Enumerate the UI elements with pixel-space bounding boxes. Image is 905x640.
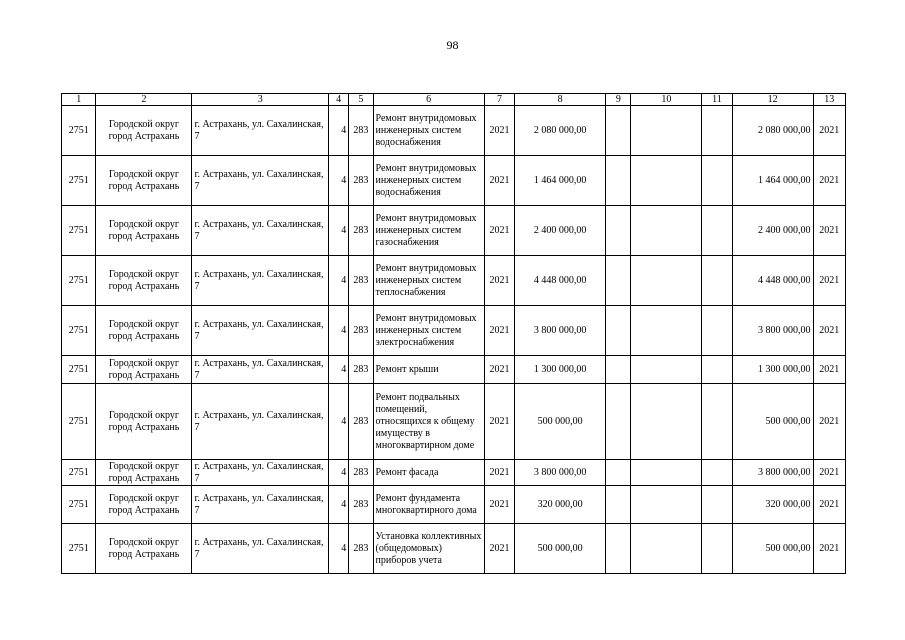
cell-municipality: Городской округ город Астрахань (96, 524, 192, 574)
cell-year: 2021 (484, 106, 514, 156)
cell-col5: 283 (349, 306, 373, 356)
cell-work-type: Ремонт внутридомовых инженерных систем газоснабжения (373, 206, 484, 256)
cell-address: г. Астрахань, ул. Сахалинская, 7 (192, 524, 329, 574)
cell-amount: 320 000,00 (515, 486, 606, 524)
cell-col11 (702, 460, 732, 486)
column-header: 3 (192, 94, 329, 106)
cell-address: г. Астрахань, ул. Сахалинская, 7 (192, 306, 329, 356)
cell-col4: 4 (329, 156, 349, 206)
table-row (62, 460, 846, 486)
cell-number: 2751 (62, 306, 96, 356)
cell-col4: 4 (329, 486, 349, 524)
cell-col9 (606, 524, 631, 574)
cell-year: 2021 (484, 356, 514, 384)
cell-municipality: Городской округ город Астрахань (96, 256, 192, 306)
cell-col5: 283 (349, 524, 373, 574)
cell-col4: 4 (329, 460, 349, 486)
register-table (61, 93, 846, 574)
cell-amount-total: 3 800 000,00 (732, 306, 813, 356)
header-row (62, 94, 846, 106)
column-header: 13 (813, 94, 845, 106)
cell-year-end: 2021 (813, 460, 845, 486)
cell-work-type: Ремонт внутридомовых инженерных систем теплоснабжения (373, 256, 484, 306)
cell-col11 (702, 156, 732, 206)
table-row (62, 486, 846, 524)
cell-col10 (631, 306, 702, 356)
cell-amount: 500 000,00 (515, 384, 606, 460)
cell-amount-total: 1 300 000,00 (732, 356, 813, 384)
cell-year: 2021 (484, 156, 514, 206)
cell-year-end: 2021 (813, 486, 845, 524)
cell-col9 (606, 206, 631, 256)
cell-amount-total: 2 400 000,00 (732, 206, 813, 256)
cell-amount-total: 500 000,00 (732, 384, 813, 460)
cell-address: г. Астрахань, ул. Сахалинская, 7 (192, 206, 329, 256)
cell-amount: 2 080 000,00 (515, 106, 606, 156)
column-header: 8 (515, 94, 606, 106)
cell-number: 2751 (62, 384, 96, 460)
cell-amount-total: 2 080 000,00 (732, 106, 813, 156)
cell-year: 2021 (484, 460, 514, 486)
column-header: 10 (631, 94, 702, 106)
cell-work-type: Ремонт внутридомовых инженерных систем водоснабжения (373, 106, 484, 156)
page-number: 98 (446, 38, 459, 52)
table-row (62, 306, 846, 356)
cell-year-end: 2021 (813, 384, 845, 460)
cell-col4: 4 (329, 106, 349, 156)
cell-col9 (606, 486, 631, 524)
cell-work-type: Ремонт фасада (373, 460, 484, 486)
cell-col5: 283 (349, 156, 373, 206)
table-row (62, 356, 846, 384)
cell-amount-total: 1 464 000,00 (732, 156, 813, 206)
cell-col11 (702, 524, 732, 574)
cell-col5: 283 (349, 206, 373, 256)
cell-year: 2021 (484, 384, 514, 460)
cell-col9 (606, 306, 631, 356)
cell-work-type: Ремонт подвальных помещений, относящихся к общему имуществу в многоквартирном доме (373, 384, 484, 460)
cell-col4: 4 (329, 524, 349, 574)
cell-municipality: Городской округ город Астрахань (96, 156, 192, 206)
column-header: 7 (484, 94, 514, 106)
cell-number: 2751 (62, 486, 96, 524)
column-header: 5 (349, 94, 373, 106)
cell-amount: 500 000,00 (515, 524, 606, 574)
cell-year-end: 2021 (813, 156, 845, 206)
table-row (62, 106, 846, 156)
cell-address: г. Астрахань, ул. Сахалинская, 7 (192, 460, 329, 486)
cell-col4: 4 (329, 306, 349, 356)
cell-col10 (631, 486, 702, 524)
cell-col11 (702, 206, 732, 256)
table-row (62, 156, 846, 206)
cell-work-type: Ремонт фундамента многоквартирного дома (373, 486, 484, 524)
cell-amount-total: 500 000,00 (732, 524, 813, 574)
column-header: 12 (732, 94, 813, 106)
cell-municipality: Городской округ город Астрахань (96, 486, 192, 524)
column-header: 11 (702, 94, 732, 106)
cell-col10 (631, 206, 702, 256)
cell-address: г. Астрахань, ул. Сахалинская, 7 (192, 384, 329, 460)
cell-amount: 1 300 000,00 (515, 356, 606, 384)
cell-address: г. Астрахань, ул. Сахалинская, 7 (192, 256, 329, 306)
cell-col4: 4 (329, 384, 349, 460)
cell-work-type: Ремонт внутридомовых инженерных систем водоснабжения (373, 156, 484, 206)
cell-col10 (631, 524, 702, 574)
cell-number: 2751 (62, 206, 96, 256)
cell-year: 2021 (484, 486, 514, 524)
cell-col11 (702, 486, 732, 524)
cell-col9 (606, 460, 631, 486)
cell-col5: 283 (349, 256, 373, 306)
cell-address: г. Астрахань, ул. Сахалинская, 7 (192, 106, 329, 156)
cell-amount-total: 4 448 000,00 (732, 256, 813, 306)
cell-col11 (702, 384, 732, 460)
cell-number: 2751 (62, 460, 96, 486)
cell-year: 2021 (484, 306, 514, 356)
cell-amount: 4 448 000,00 (515, 256, 606, 306)
cell-number: 2751 (62, 106, 96, 156)
cell-municipality: Городской округ город Астрахань (96, 306, 192, 356)
cell-col5: 283 (349, 384, 373, 460)
cell-col9 (606, 156, 631, 206)
cell-amount: 3 800 000,00 (515, 460, 606, 486)
column-header: 9 (606, 94, 631, 106)
cell-col10 (631, 460, 702, 486)
cell-col10 (631, 256, 702, 306)
column-header: 1 (62, 94, 96, 106)
cell-col5: 283 (349, 356, 373, 384)
cell-col11 (702, 106, 732, 156)
cell-work-type: Ремонт внутридомовых инженерных систем электроснабжения (373, 306, 484, 356)
cell-year: 2021 (484, 206, 514, 256)
cell-address: г. Астрахань, ул. Сахалинская, 7 (192, 356, 329, 384)
cell-amount: 2 400 000,00 (515, 206, 606, 256)
cell-col9 (606, 256, 631, 306)
column-header: 6 (373, 94, 484, 106)
cell-amount: 1 464 000,00 (515, 156, 606, 206)
cell-col10 (631, 356, 702, 384)
cell-col10 (631, 384, 702, 460)
cell-col9 (606, 384, 631, 460)
cell-year: 2021 (484, 256, 514, 306)
cell-year-end: 2021 (813, 306, 845, 356)
table-row (62, 384, 846, 460)
table-row (62, 524, 846, 574)
cell-year-end: 2021 (813, 356, 845, 384)
cell-year-end: 2021 (813, 524, 845, 574)
cell-col5: 283 (349, 460, 373, 486)
cell-municipality: Городской округ город Астрахань (96, 384, 192, 460)
cell-col5: 283 (349, 486, 373, 524)
cell-work-type: Установка коллективных (общедомовых) приборов учета (373, 524, 484, 574)
cell-municipality: Городской округ город Астрахань (96, 460, 192, 486)
column-header: 4 (329, 94, 349, 106)
cell-address: г. Астрахань, ул. Сахалинская, 7 (192, 156, 329, 206)
cell-col4: 4 (329, 206, 349, 256)
cell-col10 (631, 156, 702, 206)
cell-number: 2751 (62, 524, 96, 574)
cell-year-end: 2021 (813, 106, 845, 156)
cell-col9 (606, 356, 631, 384)
column-header: 2 (96, 94, 192, 106)
cell-number: 2751 (62, 156, 96, 206)
cell-year: 2021 (484, 524, 514, 574)
cell-address: г. Астрахань, ул. Сахалинская, 7 (192, 486, 329, 524)
table-row (62, 256, 846, 306)
cell-amount: 3 800 000,00 (515, 306, 606, 356)
cell-col11 (702, 356, 732, 384)
cell-amount-total: 3 800 000,00 (732, 460, 813, 486)
cell-municipality: Городской округ город Астрахань (96, 206, 192, 256)
cell-col10 (631, 106, 702, 156)
cell-number: 2751 (62, 356, 96, 384)
cell-col4: 4 (329, 256, 349, 306)
cell-col11 (702, 256, 732, 306)
cell-col11 (702, 306, 732, 356)
cell-municipality: Городской округ город Астрахань (96, 356, 192, 384)
cell-municipality: Городской округ город Астрахань (96, 106, 192, 156)
cell-year-end: 2021 (813, 256, 845, 306)
cell-work-type: Ремонт крыши (373, 356, 484, 384)
cell-col4: 4 (329, 356, 349, 384)
cell-col5: 283 (349, 106, 373, 156)
table-row (62, 206, 846, 256)
cell-number: 2751 (62, 256, 96, 306)
cell-year-end: 2021 (813, 206, 845, 256)
cell-col9 (606, 106, 631, 156)
cell-amount-total: 320 000,00 (732, 486, 813, 524)
